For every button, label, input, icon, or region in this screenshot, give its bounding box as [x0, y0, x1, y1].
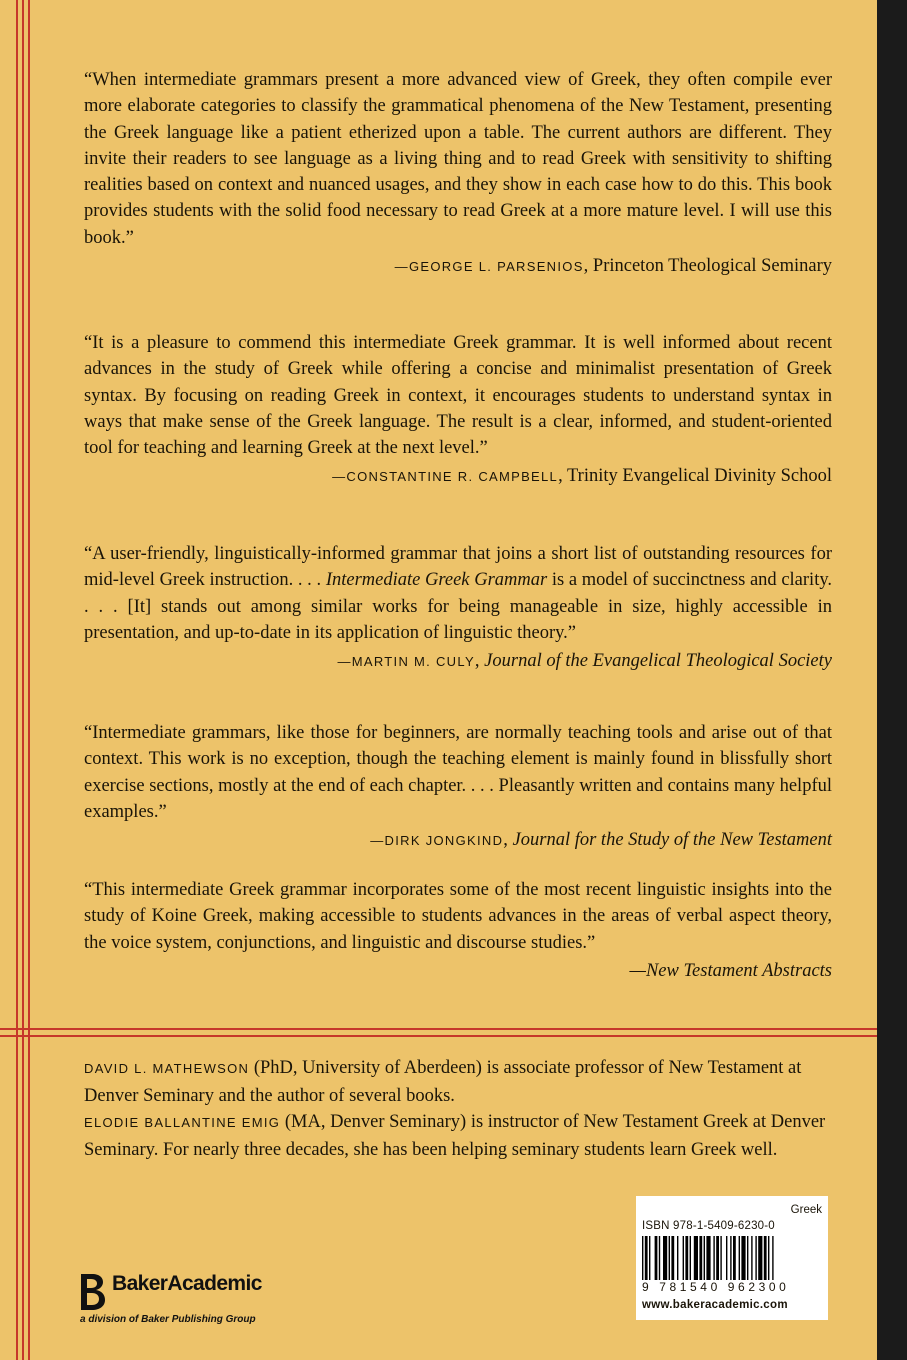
horizontal-rule — [0, 1035, 877, 1037]
barcode-stripe — [671, 1236, 674, 1280]
endorsement-affiliation: , Princeton Theological Seminary — [583, 256, 832, 277]
endorsement-author: —CONSTANTINE R. CAMPBELL — [332, 469, 559, 485]
author-bio-text: (MA, Denver Seminary) is instructor of New Testament Greek at Denver Seminary. For nearly three decades, she has been helping seminary students learn Greek well. — [84, 1112, 826, 1160]
barcode-stripe — [751, 1236, 752, 1280]
endorsement-quote: “This intermediate Greek grammar incorporates some of the most recent linguistic insights into the study of Koine Greek, making accessible to students advances in the areas of verbal aspect theory, the voice system, conjunctions, and linguistic and discourse studies.” — [84, 880, 832, 953]
barcode-stripe — [694, 1236, 698, 1280]
author-name: DAVID L. MATHEWSON — [84, 1061, 250, 1076]
barcode-stripe — [677, 1236, 678, 1280]
endorsement-affiliation: Journal of the Evangelical Theological Society — [484, 651, 832, 672]
vertical-rule — [22, 0, 24, 1360]
barcode-stripe — [764, 1236, 767, 1280]
author-bio-emig — [84, 1109, 832, 1163]
barcode-stripe — [699, 1236, 702, 1280]
author-bio-text: (PhD, University of Aberdeen) is associate professor of New Testament at Denver Seminary and the author of several books. — [84, 1058, 802, 1106]
endorsement-attribution: —MARTIN M. CULY, Journal of the Evangelical Theological Society — [337, 651, 832, 672]
endorsement-attribution — [84, 463, 832, 490]
barcode-stripe — [720, 1236, 721, 1280]
book-title: Intermediate Greek Grammar — [325, 570, 548, 591]
endorsement-quote: “It is a pleasure to commend this intermediate Greek grammar. It is well informed about recent advances in the study of Greek while offering a concise and minimalist presentation of Greek syntax. By focusing on reading Greek in context, it encourages students to understand syntax in ways that make sense of the Greek language. The result is a clear, informed, and student-oriented tool for teaching and learning Greek at the next level.” — [84, 333, 832, 459]
quote-text: “A user-friendly, linguistically-informed grammar that joins a short list of outstanding resources for mid-level Greek instruction. . . . — [84, 544, 832, 591]
endorsement-author: —MARTIN M. CULY — [337, 654, 475, 670]
publisher-name: BakerAcademic — [112, 1272, 262, 1295]
endorsement-campbell — [84, 330, 832, 490]
publisher-logo — [78, 1272, 262, 1325]
barcode-stripe — [645, 1236, 648, 1280]
publisher-url: www.bakeracademic.com — [642, 1299, 788, 1311]
barcode-stripe — [690, 1236, 691, 1280]
publisher-tagline: a division of Baker Publishing Group — [80, 1314, 256, 1325]
spine-edge — [877, 0, 907, 1360]
barcode-stripe — [726, 1236, 727, 1280]
barcode-stripe — [706, 1236, 710, 1280]
barcode-digits: 9 781540 962300 — [642, 1280, 790, 1294]
endorsement-author: —GEORGE L. PARSENIOS — [394, 259, 584, 275]
barcode-bars — [642, 1236, 822, 1280]
author-name: ELODIE BALLANTINE EMIG — [84, 1115, 281, 1130]
barcode-stripe — [669, 1236, 670, 1280]
barcode-stripe — [659, 1236, 660, 1280]
vertical-rule — [28, 0, 30, 1360]
endorsement-author: —DIRK JONGKIND — [370, 833, 504, 849]
barcode-stripe — [642, 1236, 643, 1280]
endorsement-affiliation: , Trinity Evangelical Divinity School — [558, 466, 832, 487]
baker-b-icon — [78, 1272, 108, 1312]
endorsement-parsenios — [84, 67, 832, 280]
barcode-stripe — [713, 1236, 714, 1280]
author-bios — [84, 1055, 832, 1163]
endorsement-jongkind — [84, 720, 832, 854]
barcode-stripe — [704, 1236, 705, 1280]
barcode-stripe — [741, 1236, 745, 1280]
barcode-category: Greek — [790, 1204, 822, 1216]
endorsement-quote: “Intermediate grammars, like those for beginners, are normally teaching tools and arise out of that context. This work is no exception, though the teaching element is mainly found in blissfully short exercise sections, mostly at the end of each chapter. . . . Pleasantly written and contains many helpful examples.” — [84, 723, 832, 822]
endorsement-attribution — [84, 958, 832, 984]
barcode-stripe — [663, 1236, 667, 1280]
barcode-stripe — [730, 1236, 731, 1280]
barcode-stripe — [747, 1236, 748, 1280]
endorsement-quote: “When intermediate grammars present a more advanced view of Greek, they often compile ever more elaborate categories to classify the grammatical phenomena of the New Testament, presenting the Greek language like a patient etherized upon a table. The current authors are different. They invite their readers to see language as a living thing and to read Greek with sensitivity to shifting realities based on context and nuanced usages, and they show in each case how to do this. This book provides students with the solid food necessary to read Greek at a more mature level. I will use this book.” — [84, 70, 832, 248]
endorsement-affiliation: Journal for the Study of the New Testament — [512, 830, 832, 851]
endorsement-quote — [84, 541, 832, 646]
barcode-stripe — [685, 1236, 688, 1280]
endorsement-affiliation: —New Testament Abstracts — [629, 960, 832, 981]
horizontal-rule — [0, 1028, 877, 1030]
endorsement-attribution: —DIRK JONGKIND, Journal for the Study of the New Testament — [370, 830, 832, 851]
quote-text: is a model of succinctness and clarity. . . . [It] stands out among similar works for being manageable in size, highly accessible in presentation, and up-to-date in its application of linguistic theory.” — [84, 570, 833, 643]
vertical-rule — [16, 0, 18, 1360]
endorsement-attribution — [84, 253, 832, 280]
barcode-stripe — [649, 1236, 650, 1280]
isbn-text: ISBN 978-1-5409-6230-0 — [642, 1220, 775, 1232]
barcode-stripe — [716, 1236, 719, 1280]
endorsement-nta — [84, 877, 832, 984]
barcode-stripe — [755, 1236, 756, 1280]
barcode-stripe — [733, 1236, 736, 1280]
barcode-stripe — [655, 1236, 658, 1280]
barcode-box — [636, 1196, 828, 1320]
author-bio-mathewson — [84, 1055, 832, 1109]
barcode-stripe — [758, 1236, 762, 1280]
barcode-stripe — [683, 1236, 684, 1280]
barcode-stripe — [739, 1236, 740, 1280]
endorsement-culy — [84, 541, 832, 675]
barcode-stripe — [768, 1236, 769, 1280]
barcode-stripe — [772, 1236, 773, 1280]
